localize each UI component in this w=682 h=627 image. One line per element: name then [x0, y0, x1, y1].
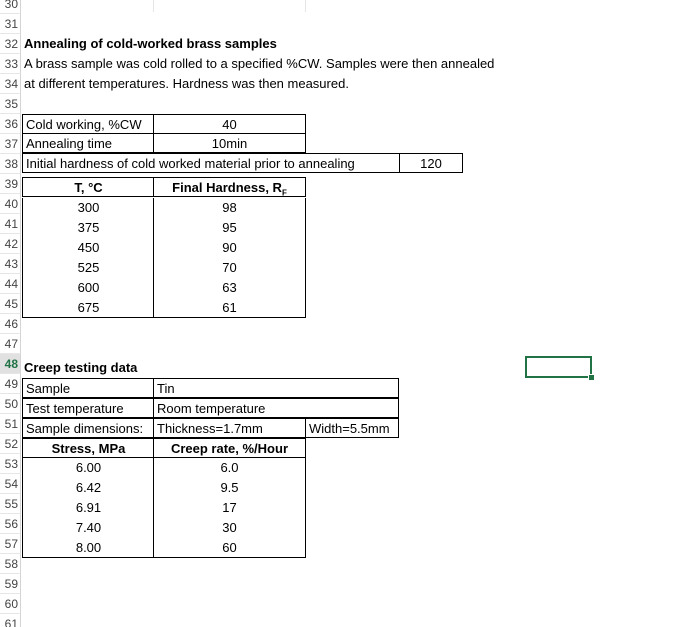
- hardness-cell[interactable]: 98: [153, 198, 306, 218]
- hardness-header-text: Final Hardness, R: [172, 180, 282, 195]
- row-header-59[interactable]: 59: [0, 574, 21, 594]
- selected-cell-outline[interactable]: [525, 356, 592, 378]
- cw-label-cell[interactable]: Cold working, %CW: [22, 114, 154, 134]
- hardness-cell[interactable]: 63: [153, 278, 306, 298]
- stress-cell[interactable]: 7.40: [22, 518, 154, 538]
- row-header-56[interactable]: 56: [0, 514, 21, 534]
- creep-rate-cell[interactable]: 60: [153, 538, 306, 558]
- stress-cell[interactable]: 6.42: [22, 478, 154, 498]
- sample-label-cell[interactable]: Sample: [22, 378, 154, 398]
- temperature-column-header[interactable]: T, °C: [22, 177, 154, 197]
- row-header-48[interactable]: 48: [0, 354, 21, 374]
- stress-cell[interactable]: 8.00: [22, 538, 154, 558]
- thickness-cell[interactable]: Thickness=1.7mm: [153, 418, 306, 438]
- creep-rate-cell[interactable]: 30: [153, 518, 306, 538]
- stress-column-header[interactable]: Stress, MPa: [22, 438, 154, 458]
- creep-rate-cell[interactable]: 6.0: [153, 458, 306, 478]
- row-header-49[interactable]: 49: [0, 374, 21, 394]
- hardness-cell[interactable]: 70: [153, 258, 306, 278]
- row-header-34[interactable]: 34: [0, 74, 21, 94]
- row-header-42[interactable]: 42: [0, 234, 21, 254]
- row-header-45[interactable]: 45: [0, 294, 21, 314]
- test-temperature-value-cell[interactable]: Room temperature: [153, 398, 399, 418]
- annealing-description-line2[interactable]: at different temperatures. Hardness was then measured.: [24, 76, 349, 91]
- row-header-37[interactable]: 37: [0, 134, 21, 154]
- creep-title[interactable]: Creep testing data: [24, 360, 138, 375]
- column-gridline: [153, 0, 154, 12]
- sample-value-cell[interactable]: Tin: [153, 378, 399, 398]
- hardness-cell[interactable]: 61: [153, 298, 306, 318]
- row-header-30[interactable]: 30: [0, 0, 21, 14]
- row-header-50[interactable]: 50: [0, 394, 21, 414]
- row-header-53[interactable]: 53: [0, 454, 21, 474]
- hardness-column-header[interactable]: [153, 177, 306, 197]
- annealing-description-line1[interactable]: A brass sample was cold rolled to a specified %CW. Samples were then annealed: [24, 56, 495, 71]
- annealing-time-label-cell[interactable]: Annealing time: [22, 133, 154, 153]
- column-gridline: [305, 0, 306, 12]
- test-temperature-label-cell[interactable]: Test temperature: [22, 398, 154, 418]
- row-header-35[interactable]: 35: [0, 94, 21, 114]
- row-header-60[interactable]: 60: [0, 594, 21, 614]
- annealing-time-value-cell[interactable]: 10min: [153, 133, 306, 153]
- row-header-57[interactable]: 57: [0, 534, 21, 554]
- row-header-31[interactable]: 31: [0, 14, 21, 34]
- row-header-33[interactable]: 33: [0, 54, 21, 74]
- row-header-36[interactable]: 36: [0, 114, 21, 134]
- temperature-cell[interactable]: 375: [22, 218, 154, 238]
- row-header-32[interactable]: 32: [0, 34, 21, 54]
- hardness-cell[interactable]: 95: [153, 218, 306, 238]
- row-header-39[interactable]: 39: [0, 174, 21, 194]
- row-header-38[interactable]: 38: [0, 154, 21, 174]
- initial-hardness-value-cell[interactable]: 120: [399, 153, 463, 173]
- fill-handle[interactable]: [588, 374, 595, 381]
- temperature-cell[interactable]: 525: [22, 258, 154, 278]
- creep-rate-cell[interactable]: 9.5: [153, 478, 306, 498]
- row-header-41[interactable]: 41: [0, 214, 21, 234]
- creep-rate-cell[interactable]: 17: [153, 498, 306, 518]
- row-header-43[interactable]: 43: [0, 254, 21, 274]
- row-header-52[interactable]: 52: [0, 434, 21, 454]
- row-header-51[interactable]: 51: [0, 414, 21, 434]
- row-header-47[interactable]: 47: [0, 334, 21, 354]
- hardness-header-subscript: F: [281, 188, 287, 198]
- width-cell[interactable]: Width=5.5mm: [305, 418, 399, 438]
- sample-dimensions-label-cell[interactable]: Sample dimensions:: [22, 418, 154, 438]
- row-header-54[interactable]: 54: [0, 474, 21, 494]
- hardness-cell[interactable]: 90: [153, 238, 306, 258]
- temperature-cell[interactable]: 300: [22, 198, 154, 218]
- row-header-44[interactable]: 44: [0, 274, 21, 294]
- stress-cell[interactable]: 6.91: [22, 498, 154, 518]
- annealing-title[interactable]: Annealing of cold-worked brass samples: [24, 36, 277, 51]
- initial-hardness-label-cell[interactable]: Initial hardness of cold worked material prior to annealing: [22, 153, 400, 173]
- temperature-cell[interactable]: 450: [22, 238, 154, 258]
- creep-rate-column-header[interactable]: Creep rate, %/Hour: [153, 438, 306, 458]
- row-header-61[interactable]: 61: [0, 614, 21, 627]
- row-header-46[interactable]: 46: [0, 314, 21, 334]
- stress-cell[interactable]: 6.00: [22, 458, 154, 478]
- row-header-58[interactable]: 58: [0, 554, 21, 574]
- row-header-55[interactable]: 55: [0, 494, 21, 514]
- temperature-cell[interactable]: 675: [22, 298, 154, 318]
- row-header-40[interactable]: 40: [0, 194, 21, 214]
- temperature-cell[interactable]: 600: [22, 278, 154, 298]
- cw-value-cell[interactable]: 40: [153, 114, 306, 134]
